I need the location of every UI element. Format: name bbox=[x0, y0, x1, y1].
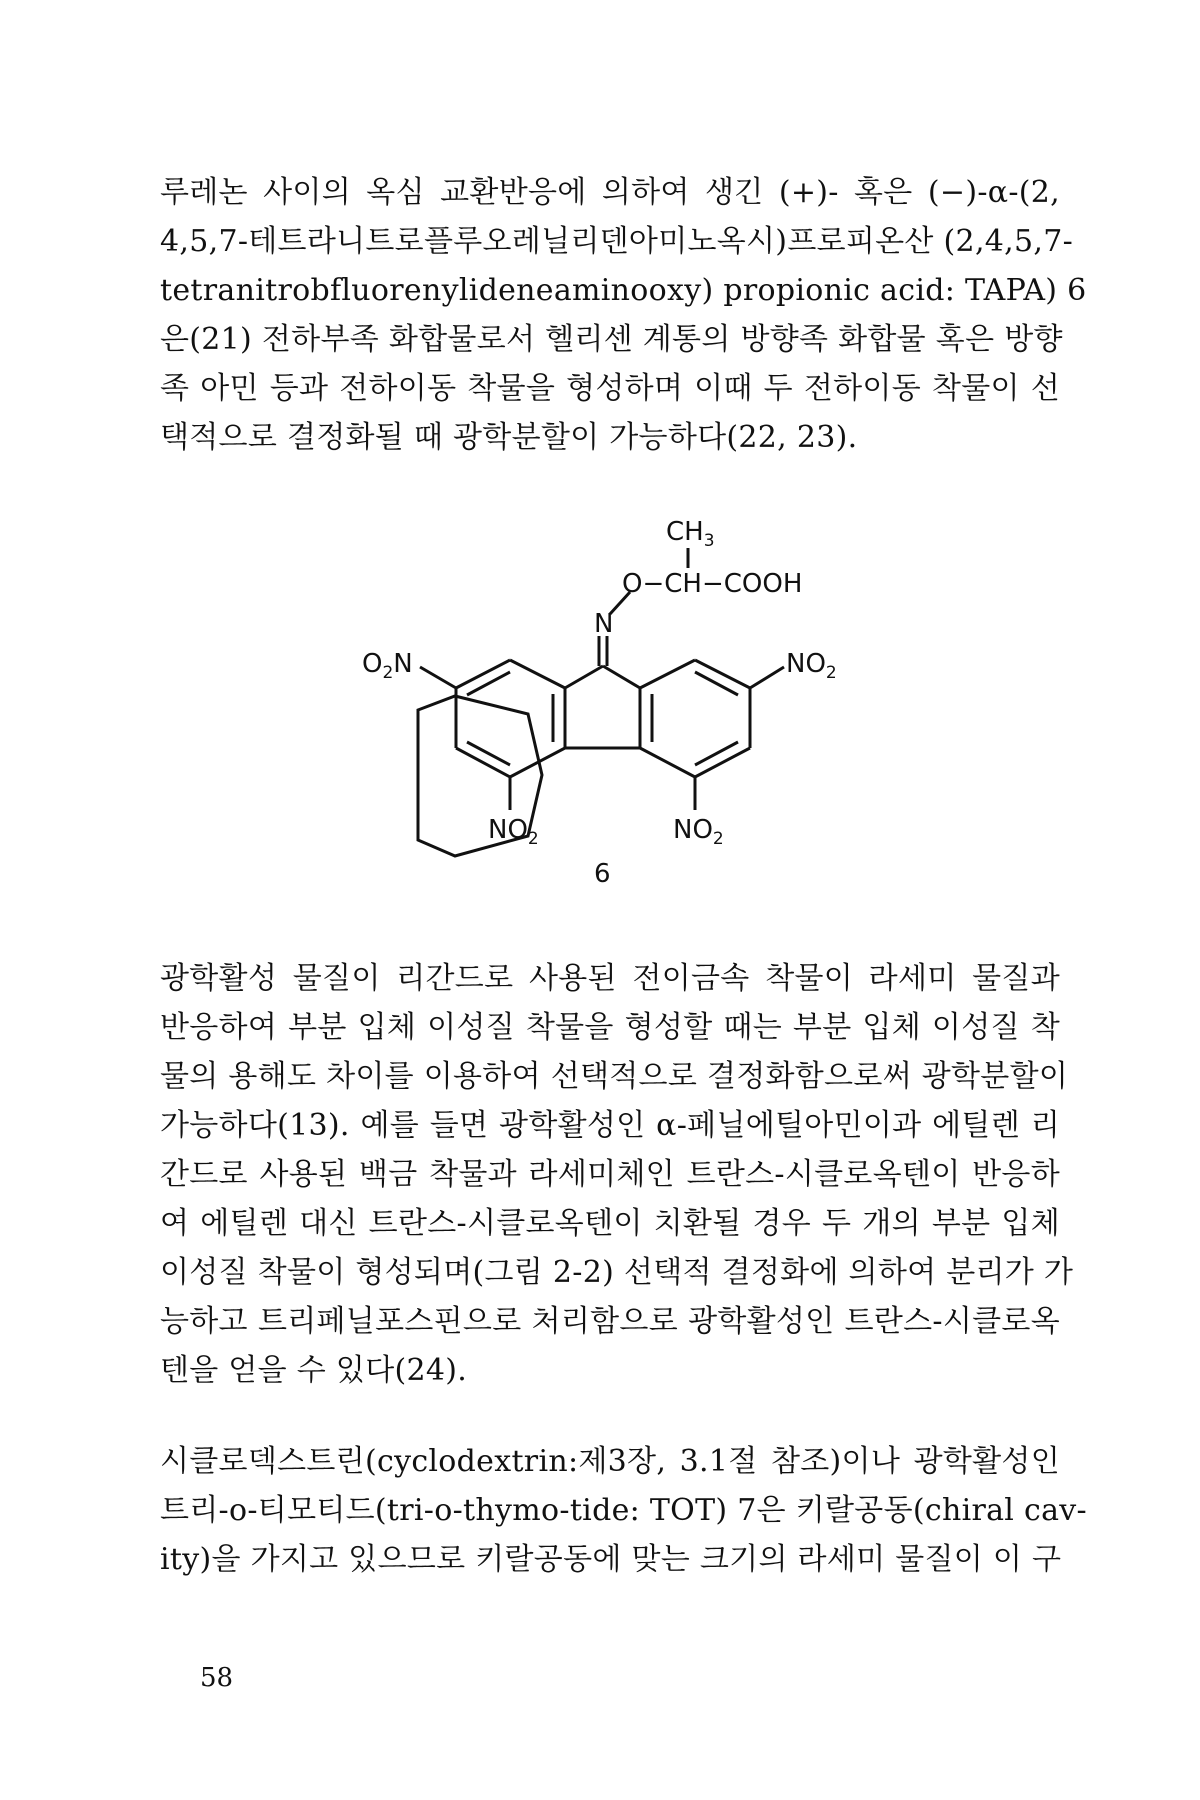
text-line: 여 에틸렌 대신 트란스-시클로옥텐이 치환될 경우 두 개의 부분 입체 bbox=[160, 1206, 1060, 1241]
o-ch-cooh-label: O−CH−COOH bbox=[622, 569, 803, 599]
text-line: 간드로 사용된 백금 착물과 라세미체인 트란스-시클로옥텐이 반응하 bbox=[160, 1157, 1060, 1192]
text-line: 반응하여 부분 입체 이성질 착물을 형성할 때는 부분 입체 이성질 착 bbox=[160, 1010, 1060, 1045]
compound-number-label: 6 bbox=[594, 859, 611, 889]
imine-n-label: N bbox=[594, 609, 614, 639]
text-line: 능하고 트리페닐포스핀으로 처리함으로 광학활성인 트란스-시클로옥 bbox=[160, 1304, 1060, 1339]
text-line: 광학활성 물질이 리간드로 사용된 전이금속 착물이 라세미 물질과 bbox=[160, 961, 1060, 996]
no2-bottom-right-label: $NO_2$ bbox=[673, 815, 724, 849]
o2n-left-label: $O_2N$ bbox=[362, 649, 413, 683]
paragraph-transition-metal-complex bbox=[160, 954, 1074, 1395]
text-line: 족 아민 등과 전하이동 착물을 형성하며 이때 두 전하이동 착물이 선 bbox=[160, 371, 1060, 406]
paragraph-cyclodextrin bbox=[160, 1437, 1087, 1584]
text-line: 은(21) 전하부족 화합물로서 헬리센 계통의 방향족 화합물 혹은 방향 bbox=[160, 322, 1063, 357]
ch3-label: $CH_3$ bbox=[666, 517, 715, 551]
text-line: tetranitrobfluorenylideneaminooxy) propionic acid: TAPA) 6 bbox=[160, 273, 1087, 308]
text-line: 이성질 착물이 형성되며(그림 2-2) 선택적 결정화에 의하여 분리가 가 bbox=[160, 1255, 1074, 1290]
paragraph-tapa-description bbox=[160, 168, 1087, 462]
text-line: 물의 용해도 차이를 이용하여 선택적으로 결정화함으로써 광학분할이 bbox=[160, 1059, 1069, 1094]
text-line: 택적으로 결정화될 때 광학분할이 가능하다(22, 23). bbox=[160, 420, 858, 455]
no2-bottom-left-label: $NO_2$ bbox=[488, 815, 539, 849]
text-line: 트리-o-티모티드(tri-o-thymo-tide: TOT) 7은 키랄공동(chiral cav- bbox=[160, 1493, 1087, 1528]
text-line: 루레논 사이의 옥심 교환반응에 의하여 생긴 (+)- 혹은 (−)-α-(2, bbox=[160, 175, 1060, 210]
text-line: 텐을 얻을 수 있다(24). bbox=[160, 1353, 468, 1388]
text-line: 가능하다(13). 예를 들면 광학활성인 α-페닐에틸아민이과 에틸렌 리 bbox=[160, 1108, 1060, 1143]
text-line: ity)을 가지고 있으므로 키랄공동에 맞는 크기의 라세미 물질이 이 구 bbox=[160, 1542, 1062, 1577]
text-line: 4,5,7-테트라니트로플루오레닐리덴아미노옥시)프로피온산 (2,4,5,7- bbox=[160, 224, 1074, 259]
text-line: 시클로덱스트린(cyclodextrin:제3장, 3.1절 참조)이나 광학활성인 bbox=[160, 1444, 1060, 1479]
tapa-structure-diagram bbox=[0, 500, 1200, 920]
structure-group bbox=[362, 517, 837, 889]
atom-labels bbox=[362, 517, 837, 849]
no2-right-label: $NO_2$ bbox=[786, 649, 837, 683]
page-number: 58 bbox=[200, 1663, 234, 1693]
